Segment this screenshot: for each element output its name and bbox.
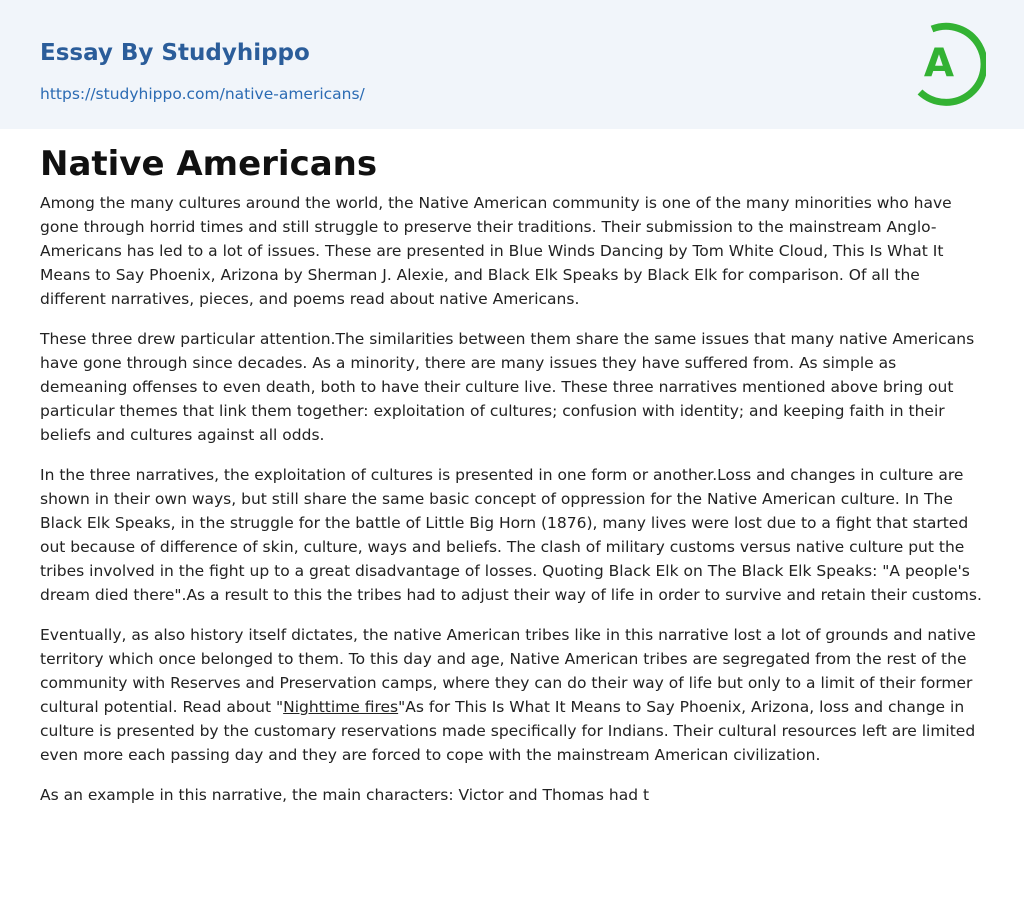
paragraph-1: Among the many cultures around the world, the Native American community is one of the many minorities who have gone through horrid times and still struggle to preserve their traditions. Their submission to the mainstream Anglo-Americans has led to a lot of issues. These are presented in Blue Winds Dancing by Tom White Cloud, This Is What It Means to Say Phoenix, Arizona by Sherman J. Alexie, and Black Elk Speaks by Black Elk for comparison. Of all the different narratives, pieces, and poems read about native Americans. — [40, 194, 952, 309]
paragraph-4 — [40, 623, 984, 767]
paragraph-2: These three drew particular attention.The similarities between them share the same issues that many native Americans have gone through since decades. As a minority, there are many issues they have suffered from. As simple as demeaning offenses to even death, both to have their culture live. These three narratives mentioned above bring out particular themes that link them together: exploitation of cultures; confusion with identity; and keeping faith in their beliefs and cultures against all odds. — [40, 330, 975, 445]
paragraph-4-text-before: Eventually, as also history itself dictates, the native American tribes like in this narrative lost a lot of grounds and native territory which once belonged to them. To this day and age, Native American tribes are segregated from the rest of the community with Reserves and Preservation camps, where they can do their way of life but only to a limit of their former cultural potential. Read about " — [40, 626, 976, 717]
paragraph-5: As an example in this narrative, the main characters: Victor and Thomas had t — [40, 786, 650, 805]
site-header — [0, 0, 1024, 129]
page-url-link[interactable]: https://studyhippo.com/native-americans/ — [40, 85, 365, 103]
nighttime-fires-link[interactable]: Nighttime fires — [283, 698, 399, 717]
page-title: Native Americans — [40, 144, 378, 184]
paragraph-3: In the three narratives, the exploitation of cultures is presented in one form or another.Loss and changes in culture are shown in their own ways, but still share the same basic concept of oppression for the Native American culture. In The Black Elk Speaks, in the struggle for the battle of Little Big Horn (1876), many lives were lost due to a fight that started out because of difference of skin, culture, ways and beliefs. The clash of military customs versus native culture put the tribes involved in the fight up to a great disadvantage of losses. Quoting Black Elk on The Black Elk Speaks: "A people's dream died there".As a result to this the tribes had to adjust their way of life in order to survive and retain their customs. — [40, 466, 982, 605]
site-title[interactable]: Essay By Studyhippo — [40, 40, 310, 66]
article — [0, 129, 1024, 807]
studyhippo-logo[interactable] — [910, 20, 986, 106]
logo-letter: A — [923, 41, 955, 86]
paragraph-4-text-after: "As for This Is What It Means to Say Phoenix, Arizona, loss and change in culture is presented by the customary reservations made specifically for Indians. Their cultural resources left are limited even more each passing day and they are forced to cope with the mainstream American civilization. — [40, 698, 976, 765]
